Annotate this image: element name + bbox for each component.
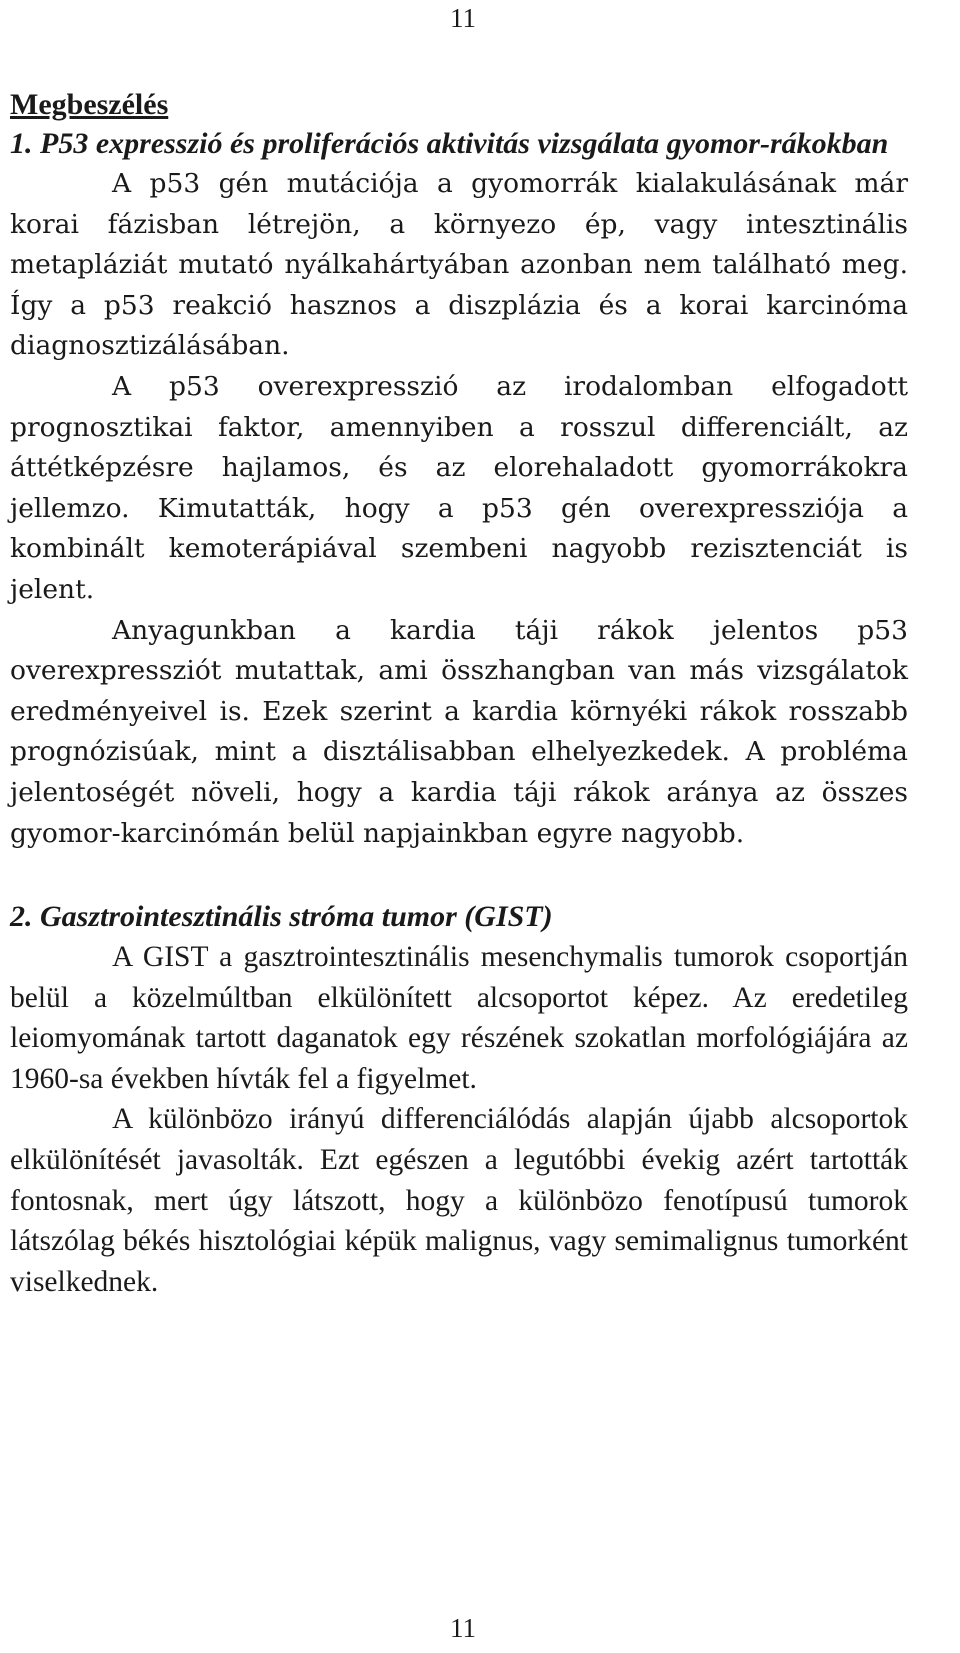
document-body: [10, 86, 908, 1302]
paragraph: A p53 overexpresszió az irodalomban elfogadott prognosztikai faktor, amennyiben a rosszul differenciált, az áttétképzésre hajlamos, és az elorehaladott gyomorrákokra jellemzo. Kimutatták, hogy a p53 gén overexpressziója a kombinált kemoterápiával szembeni nagyobb rezisztenciát is jelent.: [10, 370, 908, 605]
section-p53: [10, 124, 908, 854]
page-number-top: 11: [450, 3, 476, 33]
section-title-gist: 2. Gasztrointesztinális stróma tumor (GIST): [10, 900, 553, 934]
section-title-p53: 1. P53 expresszió és proliferációs aktivitás vizsgálata gyomor-rákokban: [10, 127, 889, 160]
page-number-bottom: 11: [450, 1613, 476, 1643]
discussion-heading: Megbeszélés: [10, 88, 169, 121]
paragraph: A különbözo irányú differenciálódás alapján újabb alcsoportok elkülönítését javasolták. Ezt egészen a legutóbbi évekig azért tartották fontosnak, mert úgy látszott, hogy a különbözo fenotípusú tumorok látszólag békés hisztológiai képük malignus, vagy semimalignus tumorként viselkednek.: [10, 1103, 908, 1298]
paragraph: A p53 gén mutációja a gyomorrák kialakulásának már korai fázisban létrejön, a környezo ép, vagy intesztinális metapláziát mutató nyálkahártyában azonban nem található meg. Így a p53 reakció hasznos a diszplázia és a korai karcinóma diagnosztizálásában.: [10, 168, 908, 362]
section-gist: [10, 897, 908, 1302]
paragraph: A GIST a gasztrointesztinális mesenchymalis tumorok csoportján belül a közelmúltban elkülönített alcsoportot képez. Az eredetileg leiomyomának tartott daganatok egy részének szokatlan morfológiájára az 1960-sa években hívták fel a figyelmet.: [10, 941, 908, 1095]
paragraph: Anyagunkban a kardia táji rákok jelentos p53 overexpressziót mutattak, ami összhangban van más vizsgálatok eredményeivel is. Ezek szerint a kardia környéki rákok rosszabb prognózisúak, mint a disztálisabban elhelyezkedek. A probléma jelentoségét növeli, hogy a kardia táji rákok aránya az összes gyomor-karcinómán belül napjainkban egyre nagyobb.: [10, 614, 908, 849]
